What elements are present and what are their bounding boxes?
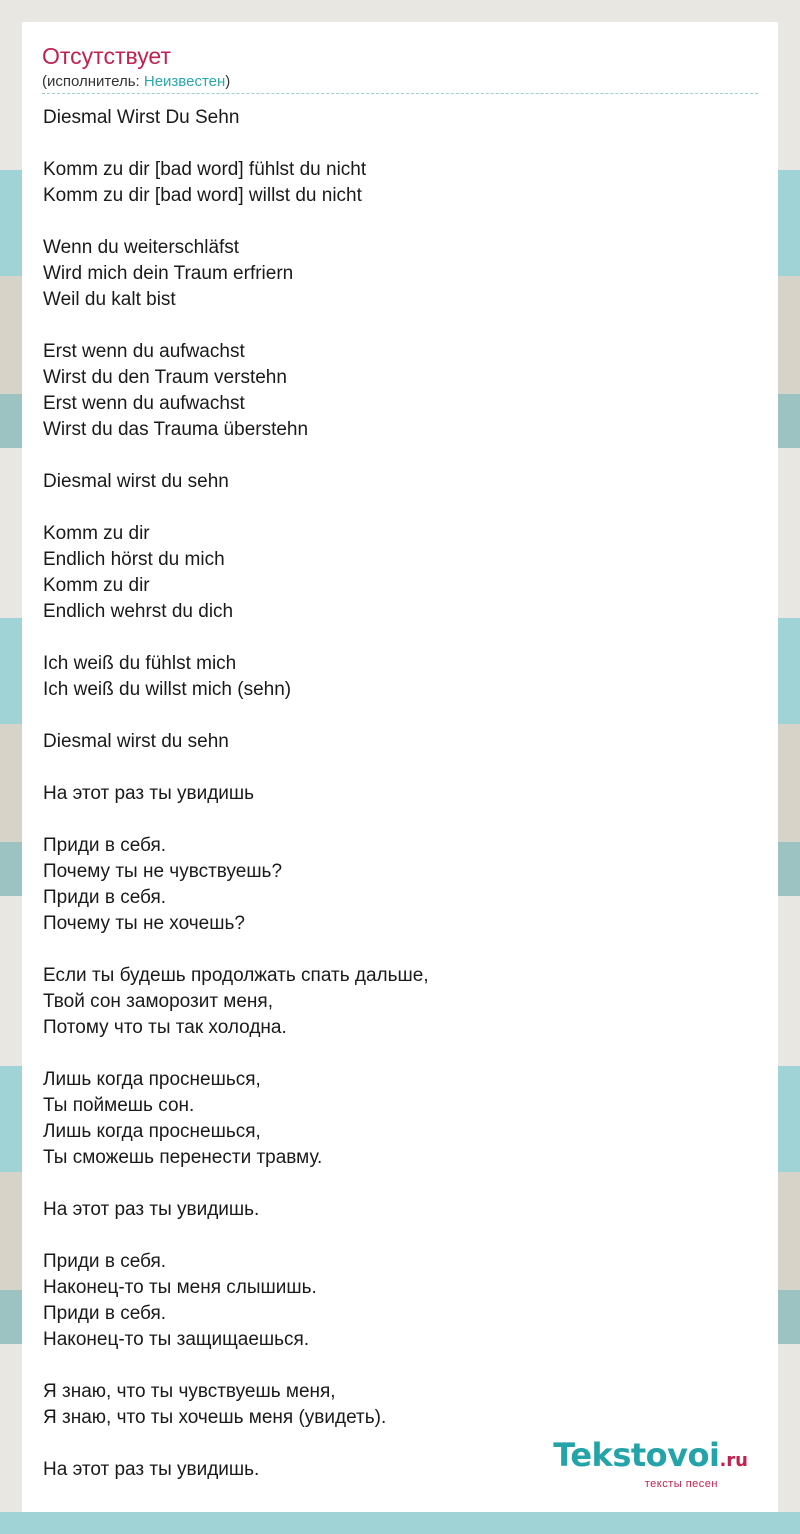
- lyric-line: Erst wenn du aufwachst: [43, 393, 245, 414]
- lyric-line: Ich weiß du fühlst mich: [43, 653, 237, 674]
- lyric-line: Endlich hörst du mich: [43, 549, 225, 570]
- lyric-line: На этот раз ты увидишь: [43, 783, 255, 804]
- lyric-line: [43, 1353, 743, 1379]
- lyric-line: Лишь когда проснешься,: [43, 1121, 261, 1142]
- artist-suffix: ): [225, 73, 231, 90]
- lyric-line: Приди в себя.: [43, 1303, 167, 1324]
- lyric-line: [43, 495, 743, 521]
- lyric-line: Потому что ты так холодна.: [43, 1017, 287, 1038]
- lyric-line: [43, 755, 743, 781]
- lyric-line: [43, 131, 743, 157]
- lyrics-text: [43, 105, 743, 1483]
- lyric-line: Erst wenn du aufwachst: [43, 341, 245, 362]
- logo-wordmark: [553, 1438, 748, 1478]
- lyric-line: На этот раз ты увидишь.: [43, 1199, 260, 1220]
- song-title: Отсутствует: [42, 43, 171, 69]
- artist-link[interactable]: Неизвестен: [143, 73, 226, 90]
- lyric-line: Приди в себя.: [43, 835, 167, 856]
- bottom-strip: [0, 1512, 800, 1534]
- logo-name: Tekstovoi: [553, 1436, 720, 1474]
- lyric-line: Ich weiß du willst mich (sehn): [43, 679, 292, 700]
- lyric-line: Почему ты не хочешь?: [43, 913, 245, 934]
- lyric-line: Komm zu dir [bad word] willst du nicht: [43, 185, 362, 206]
- site-logo[interactable]: [553, 1438, 748, 1490]
- lyric-line: Если ты будешь продолжать спать дальше,: [43, 965, 429, 986]
- artist-prefix: (исполнитель:: [42, 73, 144, 90]
- lyric-line: На этот раз ты увидишь.: [43, 1459, 260, 1480]
- lyric-line: Komm zu dir [bad word] fühlst du nicht: [43, 159, 367, 180]
- lyric-line: [43, 313, 743, 339]
- lyric-line: [43, 807, 743, 833]
- lyric-line: [43, 1223, 743, 1249]
- lyrics-card: [22, 22, 778, 1512]
- lyric-line: Weil du kalt bist: [43, 289, 176, 310]
- lyric-line: [43, 625, 743, 651]
- lyric-line: [43, 443, 743, 469]
- lyric-line: Wirst du das Trauma überstehn: [43, 419, 309, 440]
- lyric-line: Komm zu dir: [43, 575, 150, 596]
- lyric-line: Diesmal Wirst Du Sehn: [43, 107, 240, 128]
- lyric-line: Ты поймешь сон.: [43, 1095, 195, 1116]
- lyric-line: [43, 209, 743, 235]
- lyric-line: Endlich wehrst du dich: [43, 601, 234, 622]
- lyric-line: Wird mich dein Traum erfriern: [43, 263, 294, 284]
- lyric-line: [43, 937, 743, 963]
- lyric-line: Wirst du den Traum verstehn: [43, 367, 287, 388]
- lyric-line: Наконец-то ты защищаешься.: [43, 1329, 310, 1350]
- lyric-line: Почему ты не чувствуешь?: [43, 861, 283, 882]
- lyric-line: Твой сон заморозит меня,: [43, 991, 273, 1012]
- logo-tagline: тексты песен: [644, 1478, 718, 1490]
- lyric-line: Diesmal wirst du sehn: [43, 471, 229, 492]
- lyric-line: Наконец-то ты меня слышишь.: [43, 1277, 317, 1298]
- lyric-line: [43, 703, 743, 729]
- lyric-line: [43, 1041, 743, 1067]
- artist-line: [42, 73, 230, 91]
- lyric-line: Wenn du weiterschläfst: [43, 237, 240, 258]
- lyric-line: Я знаю, что ты хочешь меня (увидеть).: [43, 1407, 387, 1428]
- lyric-line: Ты сможешь перенести травму.: [43, 1147, 323, 1168]
- lyric-line: Лишь когда проснешься,: [43, 1069, 261, 1090]
- lyric-line: Приди в себя.: [43, 1251, 167, 1272]
- logo-tld: .ru: [719, 1450, 748, 1471]
- lyric-line: Я знаю, что ты чувствуешь меня,: [43, 1381, 336, 1402]
- lyric-line: Diesmal wirst du sehn: [43, 731, 229, 752]
- lyric-line: [43, 1171, 743, 1197]
- title-divider: [42, 93, 758, 94]
- lyric-line: Приди в себя.: [43, 887, 167, 908]
- lyric-line: Komm zu dir: [43, 523, 150, 544]
